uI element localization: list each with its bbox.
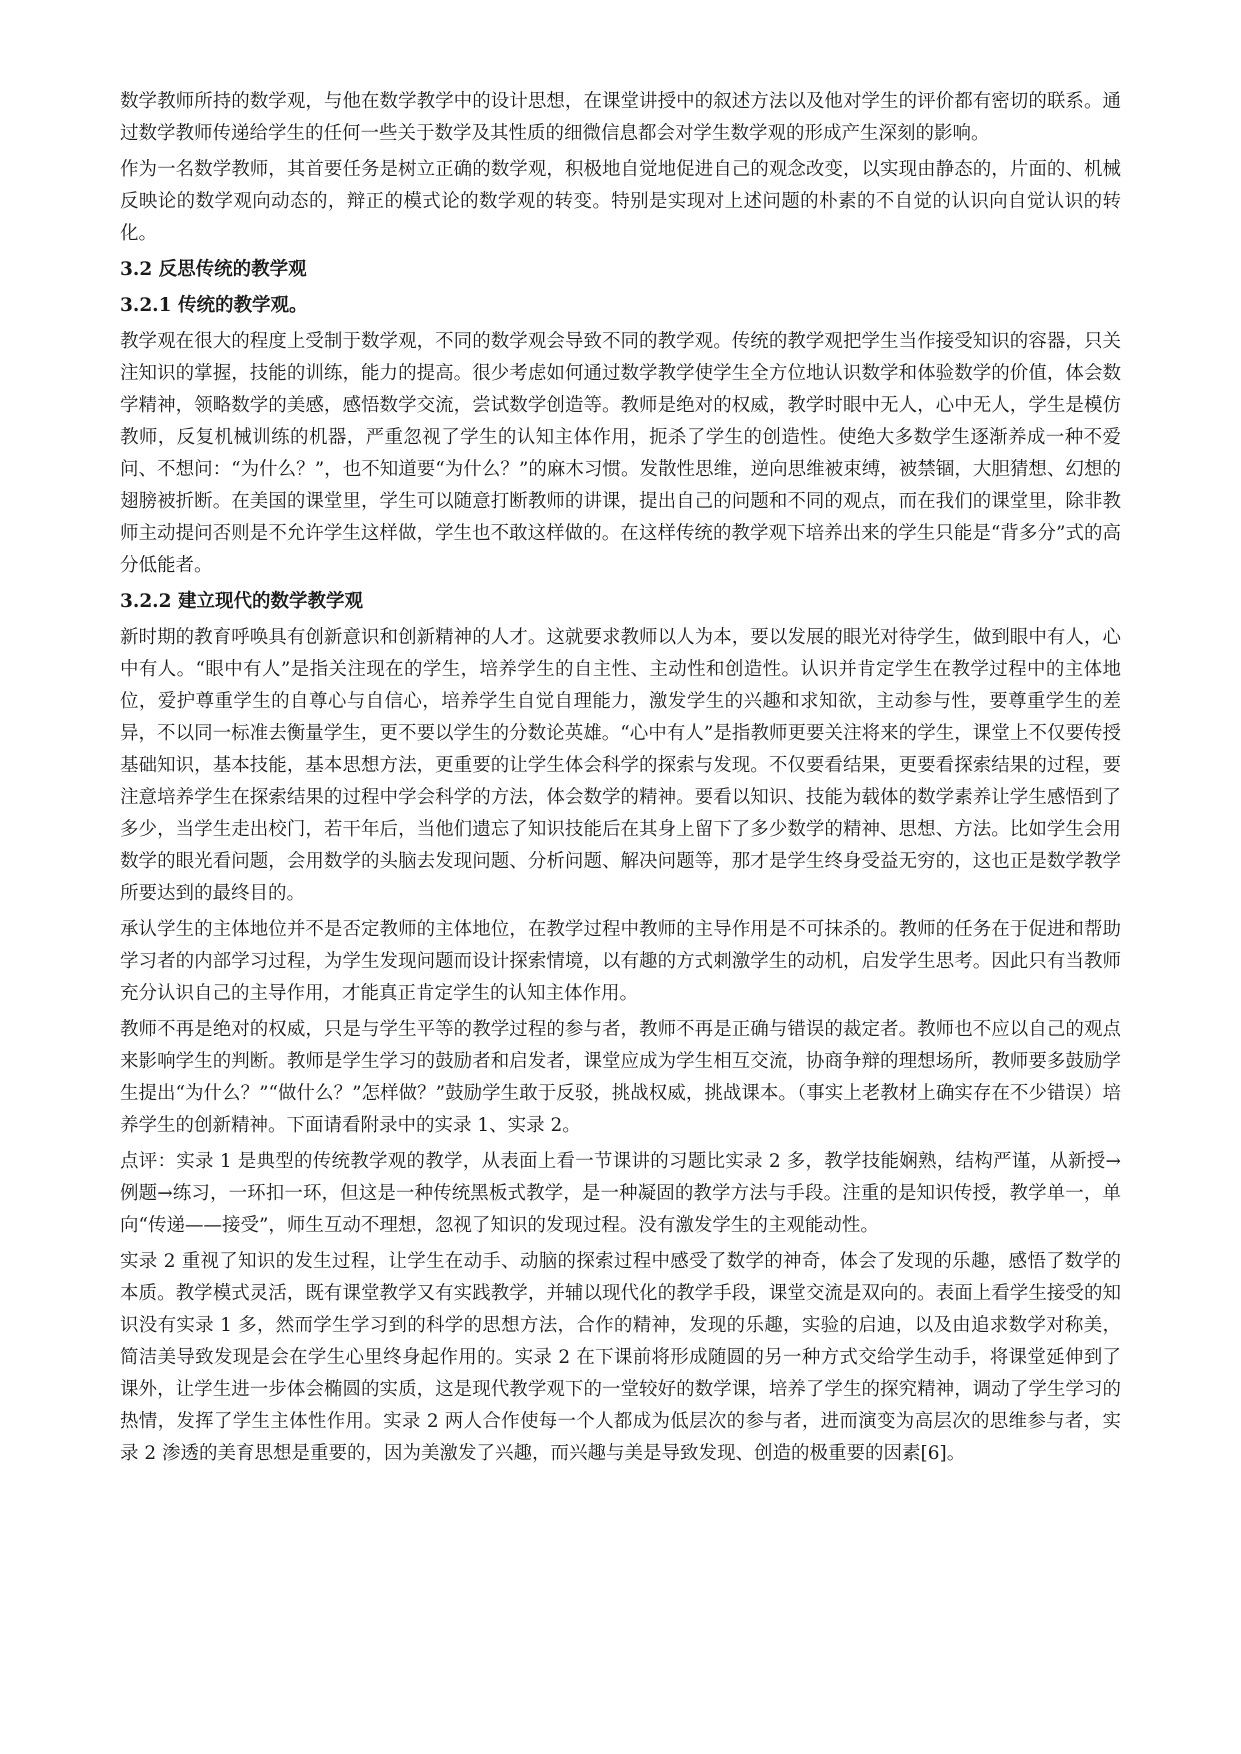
paragraph-student-subject-role: 承认学生的主体地位并不是否定教师的主体地位，在教学过程中教师的主导作用是不可抹杀的。教师的任务在于促进和帮助学习者的内部学习过程，为学生发现问题而设计探索情境，以有趣的方式刺激学生的动机，启发学生思考。因此只有当教师充分认识自己的主导作用，才能真正肯定学生的认知主体作用。 [120,919,1121,1004]
paragraph-comment-record-2: 实录 2 重视了知识的发生过程，让学生在动手、动脑的探索过程中感受了数学的神奇，体会了发现的乐趣，感悟了数学的本质。教学模式灵活，既有课堂教学又有实践教学，并辅以现代化的教学手段，课堂交流是双向的。表面上看学生接受的知识没有实录 1 多，然而学生学习到的科学的思想方法，合作的精神，发现的乐趣，实验的启迪，以及由追求数学对称美，简洁美导致发现是会在学生心里终身起作用的。实录 2 在下课前将形成随圆的另一种方式交给学生动手，将课堂延伸到了课外，让学生进一步体会椭圆的实质，这是现代教学观下的一堂较好的数学课，培养了学生的探究精神，调动了学生学习的热情，发挥了学生主体性作用。实录 2 两人合作使每一个人都成为低层次的参与者，进而演变为高层次的思维参与者，实录 2 渗透的美育思想是重要的，因为美激发了兴趣，而兴趣与美是导致发现、创造的极重要的因素[6]。 [120,1251,1121,1464]
paragraph-math-view-teacher: 数学教师所持的数学观，与他在数学教学中的设计思想，在课堂讲授中的叙述方法以及他对学生的评价都有密切的联系。通过数学教师传递给学生的任何一些关于数学及其性质的细微信息都会对学生数学观的形成产生深刻的影响。 [120,91,1121,144]
paragraph-comment-record-1: 点评：实录 1 是典型的传统教学观的教学，从表面上看一节课讲的习题比实录 2 多，教学技能娴熟，结构严谨，从新授→例题→练习，一环扣一环，但这是一种传统黑板式教学，是一种凝固的教学方法与手段。注重的是知识传授，教学单一，单向“传递——接受”，师生互动不理想，忽视了知识的发现过程。没有激发学生的主观能动性。 [120,1151,1121,1236]
section-heading-3-2-1: 3.2.1 传统的教学观。 [120,295,308,316]
document-page [120,86,1121,1474]
section-heading-3-2: 3.2 反思传统的教学观 [120,259,307,280]
paragraph-teacher-not-authority: 教师不再是绝对的权威，只是与学生平等的教学过程的参与者，教师不再是正确与错误的裁定者。教师也不应以自己的观点来影响学生的判断。教师是学生学习的鼓励者和启发者，课堂应成为学生相互交流，协商争辩的理想场所，教师要多鼓励学生提出“为什么？”“做什么？”怎样做？”鼓励学生敢于反驳，挑战权威，挑战课本。（事实上老教材上确实存在不少错误）培养学生的创新精神。下面请看附录中的实录 1、实录 2。 [120,1019,1121,1136]
paragraph-teacher-task: 作为一名数学教师，其首要任务是树立正确的数学观，积极地自觉地促进自己的观念改变，以实现由静态的，片面的、机械反映论的数学观向动态的，辩正的模式论的数学观的转变。特别是实现对上述问题的朴素的不自觉的认识向自觉认识的转化。 [120,159,1121,244]
paragraph-traditional-teaching-view: 教学观在很大的程度上受制于数学观，不同的数学观会导致不同的教学观。传统的教学观把学生当作接受知识的容器，只关注知识的掌握，技能的训练，能力的提高。很少考虑如何通过数学教学使学生全方位地认识数学和体验数学的价值，体会数学精神，领略数学的美感，感悟数学交流，尝试数学创造等。教师是绝对的权威，教学时眼中无人，心中无人，学生是模仿教师，反复机械训练的机器，严重忽视了学生的认知主体作用，扼杀了学生的创造性。使绝大多数学生逐渐养成一种不爱问、不想问：“为什么？”，也不知道要“为什么？”的麻木习惯。发散性思维，逆向思维被束缚，被禁锢，大胆猜想、幻想的翅膀被折断。在美国的课堂里，学生可以随意打断教师的讲课，提出自己的问题和不同的观点，而在我们的课堂里，除非教师主动提问否则是不允许学生这样做，学生也不敢这样做的。在这样传统的教学观下培养出来的学生只能是“背多分”式的高分低能者。 [120,331,1121,576]
section-heading-3-2-2: 3.2.2 建立现代的数学教学观 [120,591,363,612]
paragraph-modern-teaching-view: 新时期的教育呼唤具有创新意识和创新精神的人才。这就要求教师以人为本，要以发展的眼光对待学生，做到眼中有人，心中有人。“眼中有人”是指关注现在的学生，培养学生的自主性、主动性和创造性。认识并肯定学生在教学过程中的主体地位，爱护尊重学生的自尊心与自信心，培养学生自觉自理能力，激发学生的兴趣和求知欲，主动参与性，要尊重学生的差异，不以同一标准去衡量学生，更不要以学生的分数论英雄。“心中有人”是指教师更要关注将来的学生，课堂上不仅要传授基础知识，基本技能，基本思想方法，更重要的让学生体会科学的探索与发现。不仅要看结果，更要看探索结果的过程，要注意培养学生在探索结果的过程中学会科学的方法，体会数学的精神。要看以知识、技能为载体的数学素养让学生感悟到了多少，当学生走出校门，若干年后，当他们遗忘了知识技能后在其身上留下了多少数学的精神、思想、方法。比如学生会用数学的眼光看问题，会用数学的头脑去发现问题、分析问题、解决问题等，那才是学生终身受益无穷的，这也正是数学教学所要达到的最终目的。 [120,627,1121,904]
